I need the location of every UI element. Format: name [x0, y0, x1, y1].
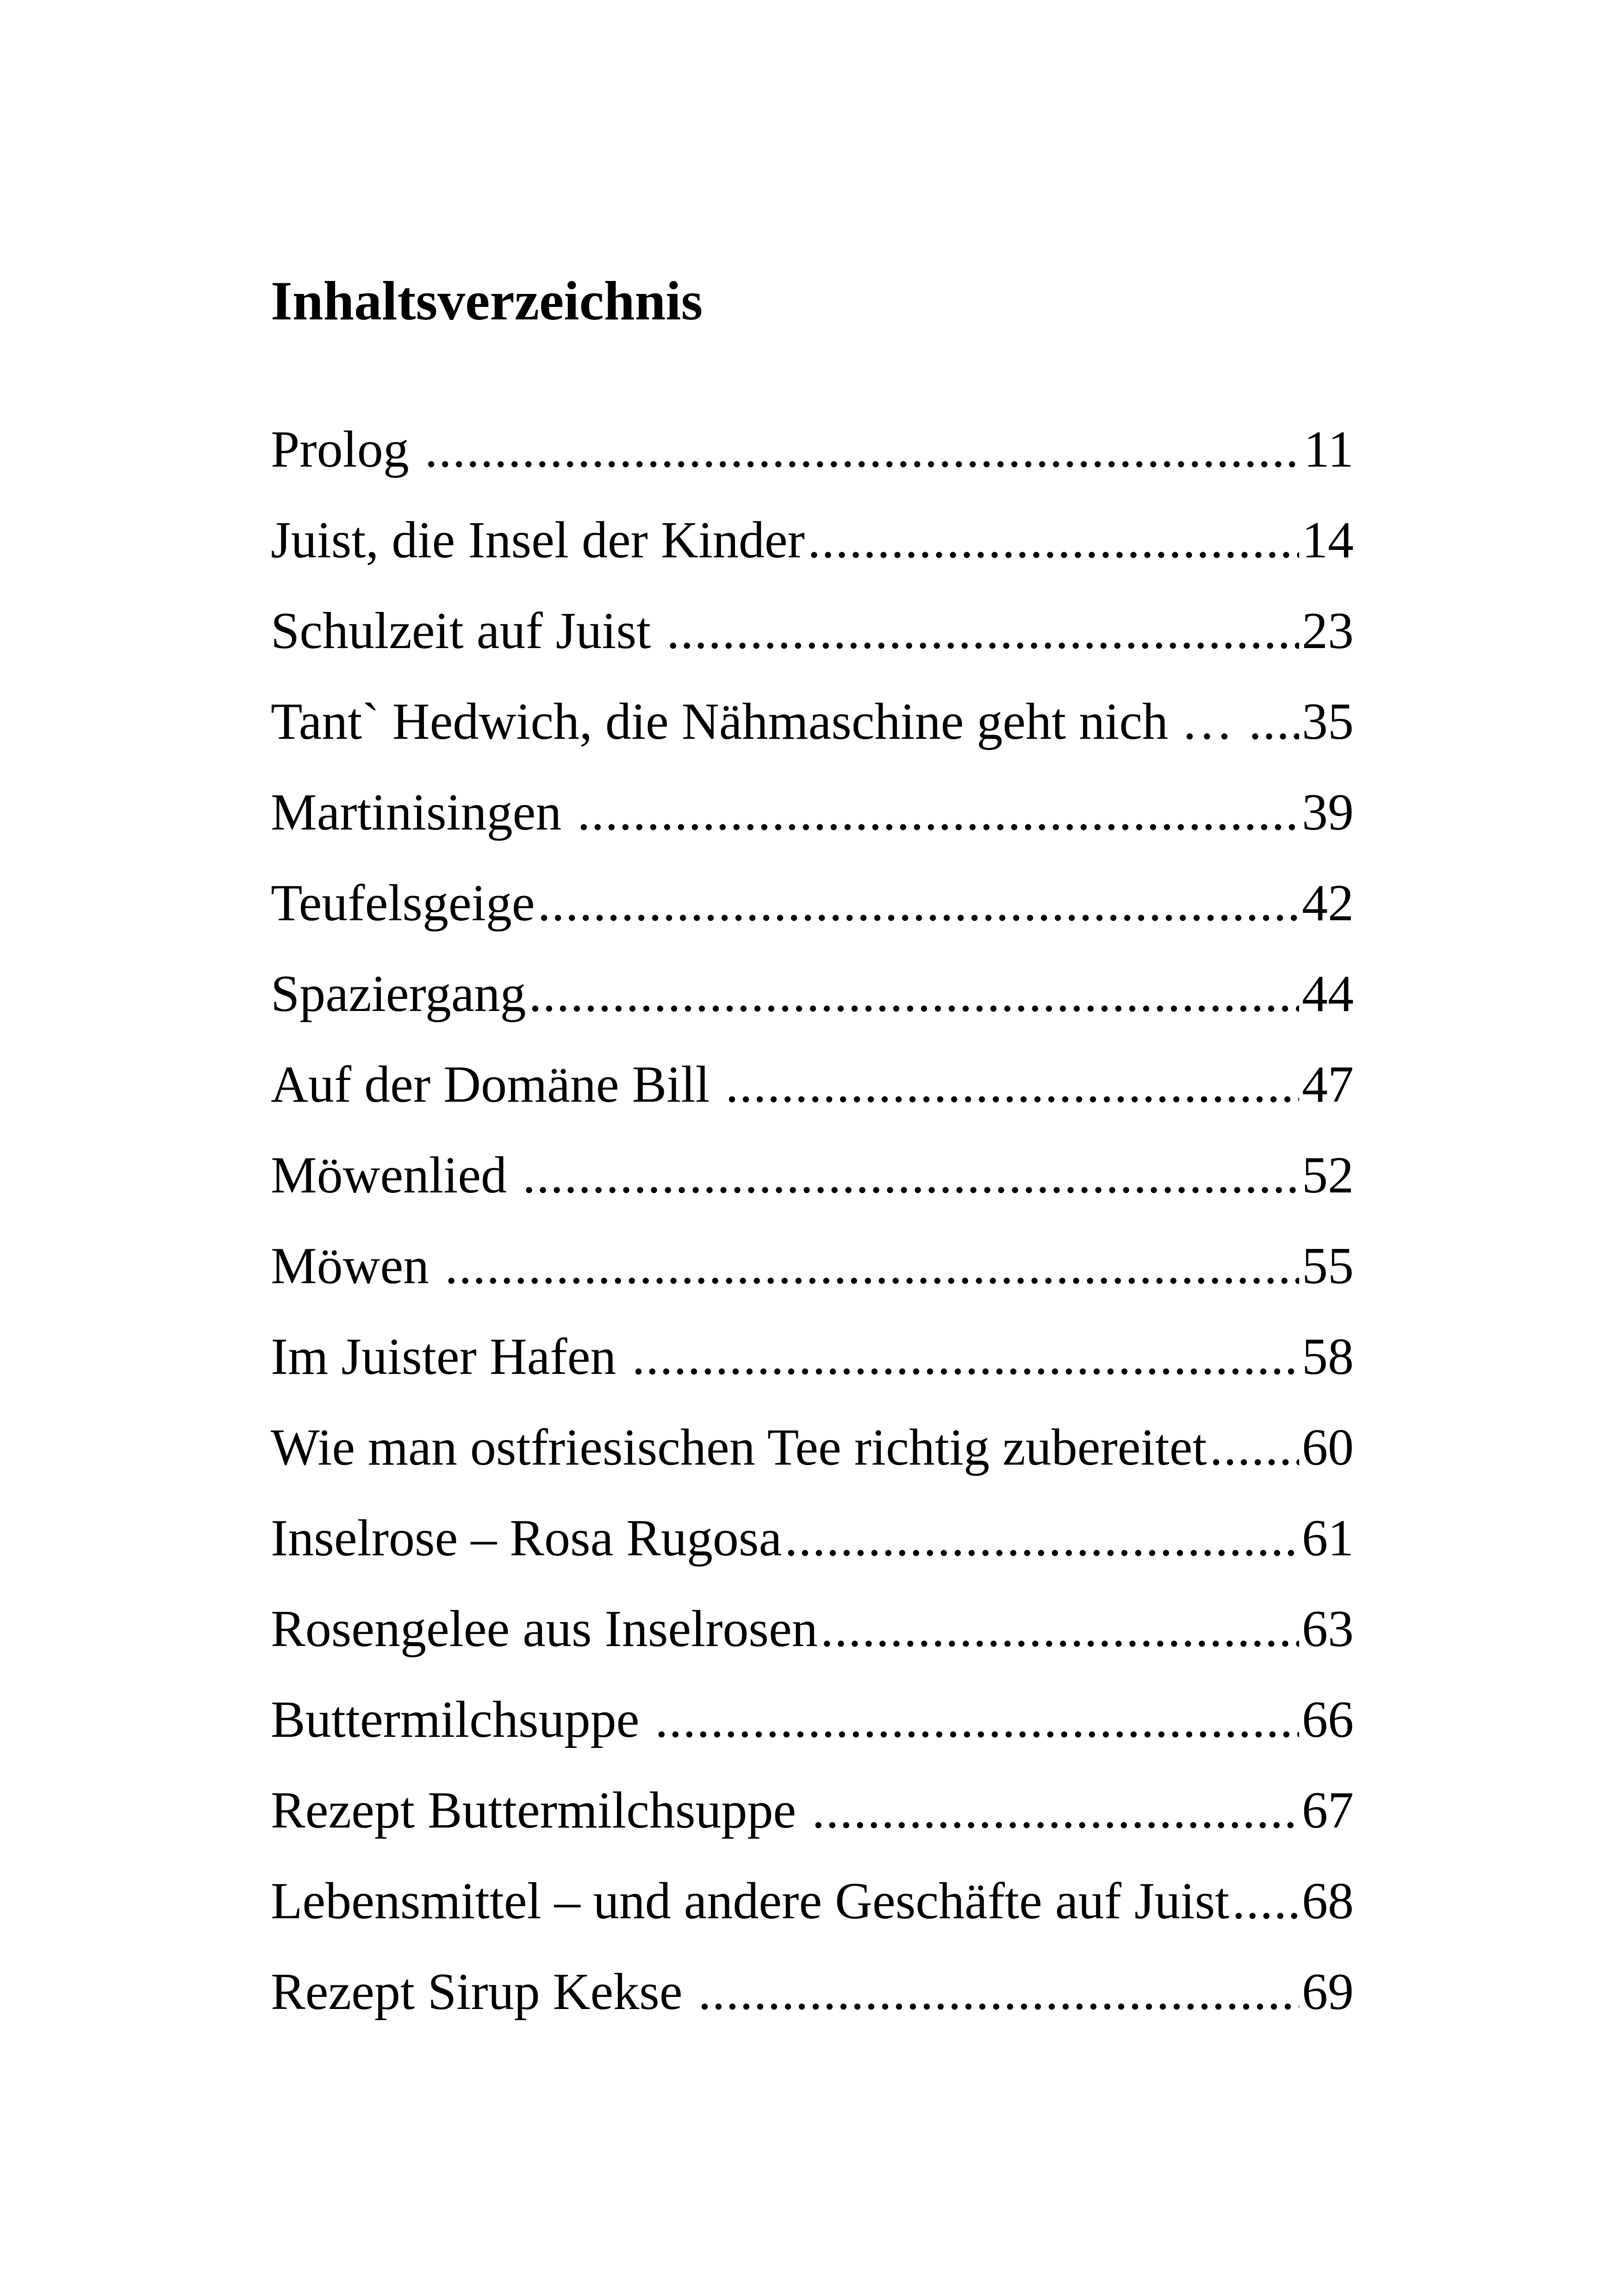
toc-entry-title: Rezept Sirup Kekse — [271, 1963, 696, 2021]
toc-entry — [271, 514, 1354, 605]
toc-entry-page: 60 — [1302, 1419, 1354, 1476]
toc-entry-title: Juist, die Insel der Kinder — [271, 512, 805, 569]
toc-entry-page: 67 — [1302, 1782, 1354, 1839]
toc-entry — [271, 786, 1354, 877]
toc-entry-page: 35 — [1302, 693, 1354, 750]
toc-entry-title: Möwen — [271, 1237, 442, 1295]
toc-entry-title: Inselrose – Rosa Rugosa — [271, 1510, 782, 1567]
toc-entry-page: 68 — [1302, 1872, 1354, 1930]
toc-entry-page: 44 — [1302, 965, 1354, 1023]
toc-entry-title: Teufelsgeige — [271, 874, 535, 932]
toc-entry-page: 63 — [1302, 1600, 1354, 1658]
toc-entry — [271, 1056, 1354, 1149]
dot-leader — [1249, 696, 1299, 748]
dot-leader — [538, 877, 1299, 929]
toc-entry-page: 23 — [1302, 602, 1354, 660]
toc-entry — [271, 421, 1354, 514]
dot-leader — [726, 1059, 1299, 1111]
toc-entry-page: 52 — [1302, 1147, 1354, 1204]
toc-entry-title: Spaziergang — [271, 965, 526, 1023]
toc-entry — [271, 1963, 1354, 2057]
toc-entry-page: 47 — [1302, 1056, 1354, 1113]
table-of-contents — [271, 421, 1354, 2057]
toc-entry-title: Tant` Hedwich, die Nähmaschine geht nich … — [271, 693, 1246, 750]
toc-entry — [271, 1419, 1354, 1512]
toc-entry — [271, 693, 1354, 786]
dot-leader — [666, 605, 1299, 657]
toc-entry-title: Prolog — [271, 421, 422, 478]
toc-entry-title: Buttermilchsuppe — [271, 1691, 653, 1748]
dot-leader — [784, 1512, 1299, 1564]
toc-entry-title: Martinisingen — [271, 784, 575, 841]
toc-entry-title: Rezept Buttermilchsuppe — [271, 1782, 809, 1839]
dot-leader — [577, 786, 1299, 838]
toc-entry — [271, 1149, 1354, 1240]
toc-entry-page: 69 — [1302, 1963, 1354, 2021]
dot-leader — [1210, 1422, 1299, 1473]
dot-leader — [632, 1331, 1299, 1383]
toc-entry — [271, 1512, 1354, 1603]
toc-entry — [271, 1784, 1354, 1875]
toc-entry-title: Wie man ostfriesischen Tee richtig zubereitet — [271, 1419, 1207, 1476]
dot-leader — [529, 968, 1299, 1020]
toc-entry — [271, 1600, 1354, 1694]
toc-entry-title: Rosengelee aus Inselrosen — [271, 1600, 818, 1658]
toc-entry-title: Lebensmittel – und andere Geschäfte auf Juist — [271, 1872, 1230, 1930]
toc-entry-title: Schulzeit auf Juist — [271, 602, 664, 660]
dot-leader — [812, 1784, 1299, 1836]
dot-leader — [425, 424, 1301, 475]
toc-entry-title: Im Juister Hafen — [271, 1328, 629, 1385]
toc-entry-page: 66 — [1302, 1691, 1354, 1748]
toc-entry — [271, 602, 1354, 696]
toc-entry — [271, 1872, 1354, 1966]
toc-entry-page: 14 — [1302, 512, 1354, 569]
toc-entry-title: Möwenlied — [271, 1147, 520, 1204]
dot-leader — [445, 1240, 1299, 1292]
dot-leader — [1232, 1875, 1299, 1927]
dot-leader — [808, 514, 1299, 566]
toc-entry — [271, 1237, 1354, 1331]
toc-entry — [271, 1691, 1354, 1784]
page-title: Inhaltsverzeichnis — [271, 270, 703, 331]
toc-entry-page: 61 — [1302, 1510, 1354, 1567]
toc-entry-page: 55 — [1302, 1237, 1354, 1295]
toc-entry-page: 11 — [1304, 421, 1354, 478]
toc-entry-page: 58 — [1302, 1328, 1354, 1385]
toc-entry — [271, 965, 1354, 1059]
dot-leader — [698, 1966, 1299, 2018]
toc-entry-page: 39 — [1302, 784, 1354, 841]
toc-entry-page: 42 — [1302, 874, 1354, 932]
toc-entry-title: Auf der Domäne Bill — [271, 1056, 723, 1113]
toc-entry — [271, 874, 1354, 968]
dot-leader — [523, 1149, 1299, 1201]
dot-leader — [821, 1603, 1299, 1655]
dot-leader — [655, 1694, 1299, 1746]
toc-entry — [271, 1328, 1354, 1422]
